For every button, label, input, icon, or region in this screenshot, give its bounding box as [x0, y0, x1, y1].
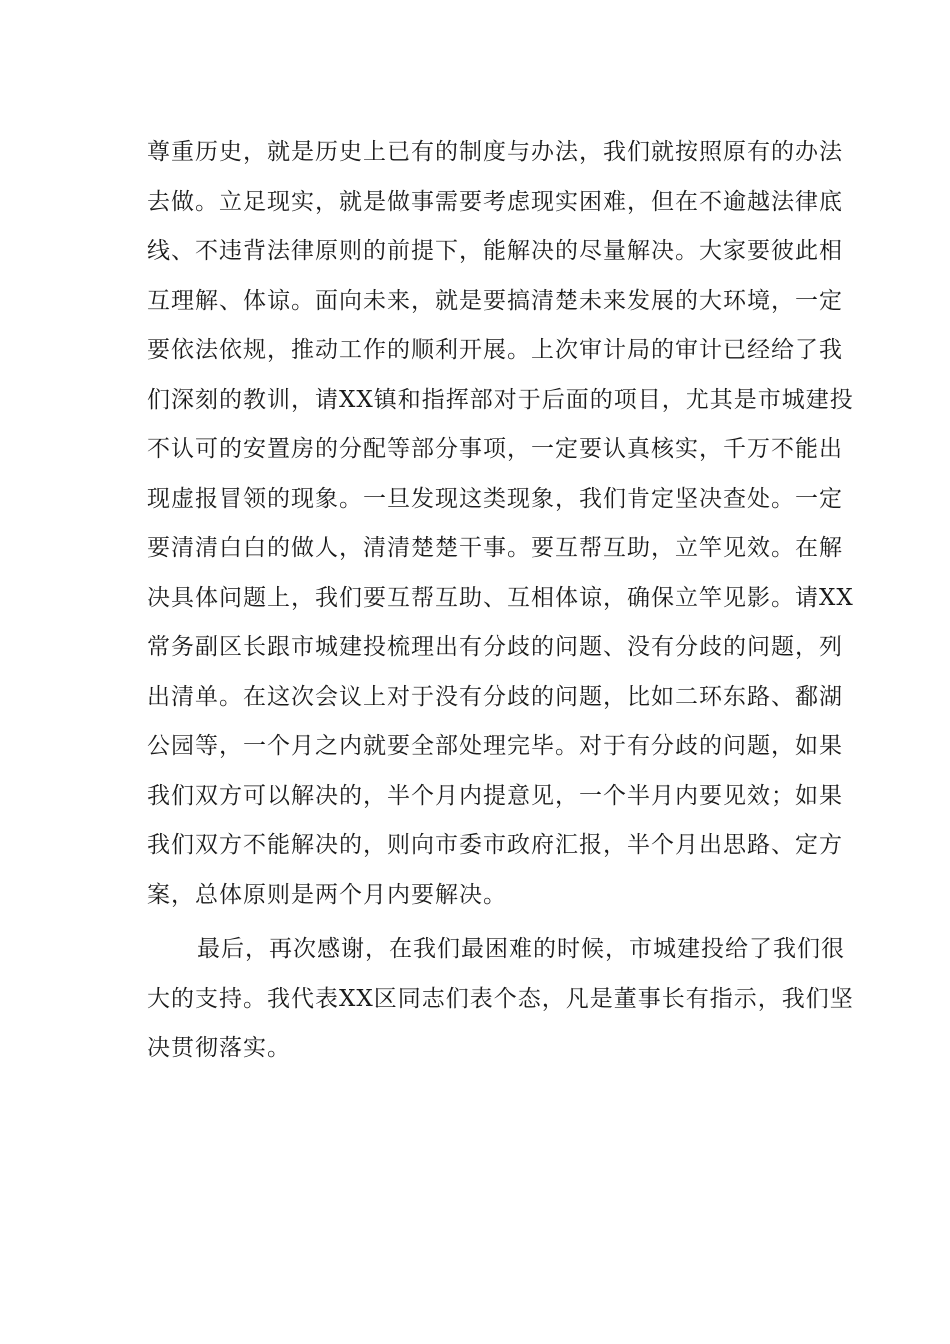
paragraph-1-line-7: 不认可的安置房的分配等部分事项，一定要认真核实，千万不能出 [147, 436, 843, 462]
paragraph-1-line-10: 决具体问题上，我们要互帮互助、互相体谅，确保立竿见影。请XX [147, 585, 854, 611]
paragraph-1-line-4: 互理解、体谅。面向未来，就是要搞清楚未来发展的大环境，一定 [147, 288, 843, 314]
paragraph-2-line-1: 最后，再次感谢，在我们最困难的时候，市城建投给了我们很 [197, 936, 845, 962]
paragraph-1-line-5: 要依法依规，推动工作的顺利开展。上次审计局的审计已经给了我 [147, 337, 843, 363]
paragraph-1-line-9: 要清清白白的做人，清清楚楚干事。要互帮互助，立竿见效。在解 [147, 535, 843, 561]
paragraph-1-line-16: 案，总体原则是两个月内要解决。 [147, 882, 507, 908]
paragraph-1-line-12: 出清单。在这次会议上对于没有分歧的问题，比如二环东路、鄱湖 [147, 684, 843, 710]
paragraph-1-line-13: 公园等，一个月之内就要全部处理完毕。对于有分歧的问题，如果 [147, 733, 843, 759]
paragraph-1-line-1: 尊重历史，就是历史上已有的制度与办法，我们就按照原有的办法 [147, 139, 843, 165]
paragraph-1-line-15: 我们双方不能解决的，则向市委市政府汇报，半个月出思路、定方 [147, 832, 843, 858]
paragraph-1-line-8: 现虚报冒领的现象。一旦发现这类现象，我们肯定坚决查处。一定 [147, 486, 843, 512]
paragraph-1-line-3: 线、不违背法律原则的前提下，能解决的尽量解决。大家要彼此相 [147, 238, 843, 264]
paragraph-1-line-14: 我们双方可以解决的，半个月内提意见，一个半月内要见效；如果 [147, 783, 843, 809]
paragraph-1-line-11: 常务副区长跟市城建投梳理出有分歧的问题、没有分歧的问题，列 [147, 634, 843, 660]
paragraph-2-line-2: 大的支持。我代表XX区同志们表个态，凡是董事长有指示，我们坚 [147, 986, 854, 1012]
paragraph-2-line-3: 决贯彻落实。 [147, 1035, 291, 1061]
paragraph-1-line-6: 们深刻的教训，请XX镇和指挥部对于后面的项目，尤其是市城建投 [147, 387, 854, 413]
paragraph-1-line-2: 去做。立足现实，就是做事需要考虑现实困难，但在不逾越法律底 [147, 189, 843, 215]
